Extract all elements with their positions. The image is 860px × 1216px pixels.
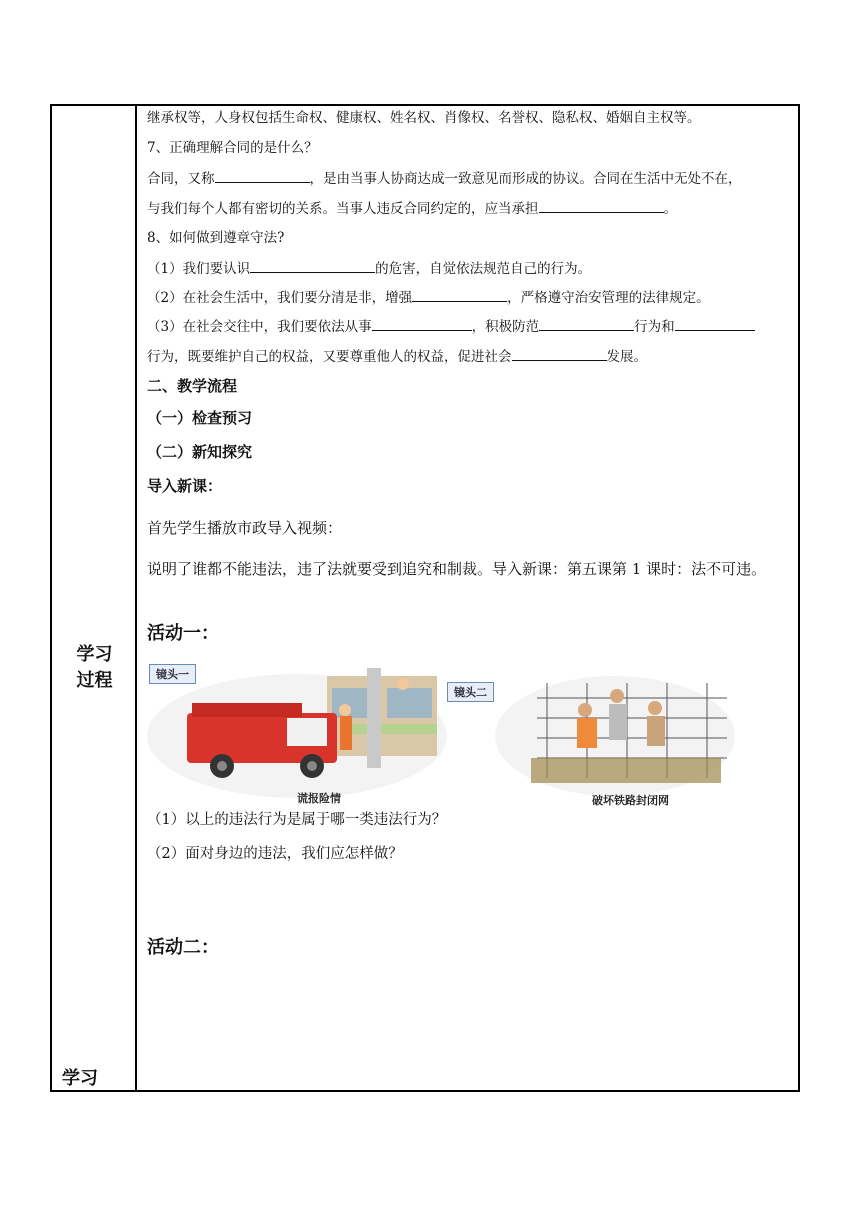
text-fragment: 的危害，自觉依法规范自己的行为。 bbox=[375, 261, 592, 277]
fill-blank bbox=[412, 287, 507, 302]
fill-blank bbox=[539, 198, 664, 213]
left-label-column bbox=[52, 106, 137, 1090]
worksheet-table bbox=[50, 104, 800, 1092]
fill-blank bbox=[512, 346, 607, 361]
fill-blank bbox=[372, 316, 472, 331]
fill-blank bbox=[215, 168, 310, 183]
question-7-text-2 bbox=[147, 198, 677, 219]
question-8-item-3-cont bbox=[147, 346, 647, 367]
shot-2-caption: 破坏铁路封闭网 bbox=[592, 794, 669, 807]
activity-2-heading: 活动二： bbox=[147, 937, 219, 958]
intro-heading: 导入新课： bbox=[147, 477, 223, 495]
text-fragment: （2）在社会生活中，我们要分清是非，增强 bbox=[147, 290, 413, 306]
section-label-study: 学习 bbox=[62, 1068, 98, 1089]
question-8-item-1 bbox=[147, 258, 591, 279]
shot-1-caption: 谎报险情 bbox=[297, 792, 341, 805]
intro-paragraph-2: 说明了谁都不能违法，违了法就要受到追究和制裁。导入新课：第五课第 1 课时：法不可违。 bbox=[147, 560, 767, 578]
text-fragment: ，严格遵守治安管理的法律规定。 bbox=[507, 290, 710, 306]
fill-blank bbox=[675, 316, 755, 331]
text-fragment: （1）我们要认识 bbox=[147, 261, 251, 277]
text-line: 继承权等，人身权包括生命权、健康权、姓名权、肖像权、名誉权、隐私权、婚姻自主权等。 bbox=[147, 110, 701, 126]
text-fragment: ，是由当事人协商达成一致意见而形成的协议。合同在生活中无处不在， bbox=[309, 171, 742, 187]
question-8-item-2 bbox=[147, 287, 710, 308]
question-8-item-3 bbox=[147, 316, 755, 337]
text-fragment: 发展。 bbox=[606, 349, 647, 365]
illustration-svg bbox=[147, 658, 747, 808]
text-fragment: 合同，又称 bbox=[147, 171, 215, 187]
text-fragment: （3）在社会交往中，我们要依法从事 bbox=[147, 319, 372, 335]
shot-1-label: 镜头一 bbox=[149, 664, 196, 684]
question-7-text bbox=[147, 168, 742, 189]
fill-blank bbox=[250, 258, 375, 273]
activity-1-heading: 活动一： bbox=[147, 623, 219, 644]
text-fragment: 与我们每个人都有密切的关系。当事人违反合同约定的，应当承担 bbox=[147, 201, 539, 217]
subsection-check-preview: （一）检查预习 bbox=[147, 409, 253, 427]
activity-1-question-2: （2）面对身边的违法，我们应怎样做？ bbox=[147, 846, 403, 862]
intro-paragraph-1: 首先学生播放市政导入视频： bbox=[147, 519, 343, 537]
section-title: 二、教学流程 bbox=[147, 377, 238, 395]
text-fragment: ，积极防范 bbox=[471, 319, 540, 335]
section-label-study-process: 学习 过程 bbox=[76, 644, 113, 691]
subsection-new-knowledge: （二）新知探究 bbox=[147, 443, 253, 461]
text-fragment: 。 bbox=[663, 201, 677, 217]
question-8: 8、如何做到遵章守法? bbox=[147, 230, 285, 246]
activity-illustration bbox=[147, 658, 747, 808]
fill-blank bbox=[539, 316, 634, 331]
question-7: 7、正确理解合同的是什么？ bbox=[147, 140, 318, 156]
activity-1-question-1: （1）以上的违法行为是属于哪一类违法行为？ bbox=[147, 812, 447, 828]
shot-2-label: 镜头二 bbox=[447, 682, 494, 702]
text-fragment: 行为和 bbox=[634, 319, 675, 335]
text-fragment: 行为，既要维护自己的权益，又要尊重他人的权益，促进社会 bbox=[147, 349, 512, 365]
